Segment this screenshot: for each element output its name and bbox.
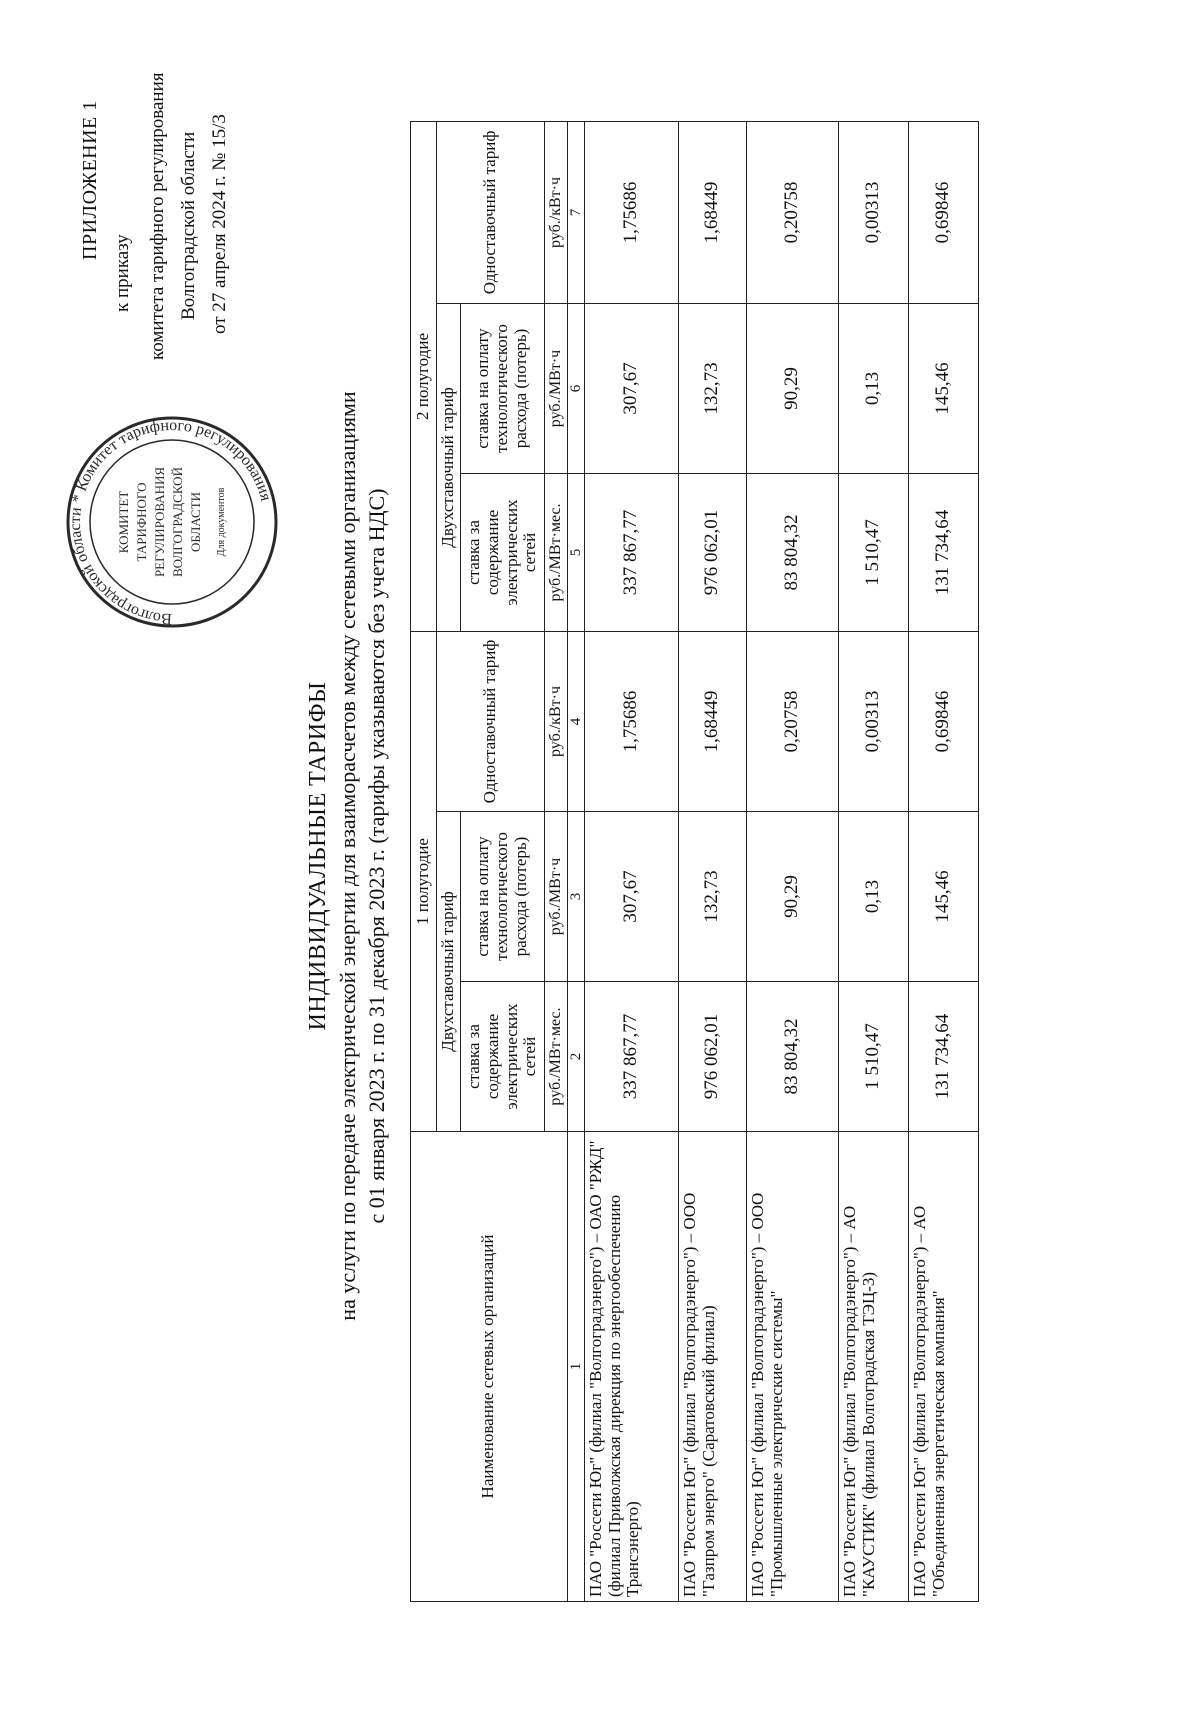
cell-single-1: 1,75686 <box>585 631 679 811</box>
header-single-1: Одноставочный тариф <box>437 631 545 811</box>
cell-single-2: 0,00313 <box>839 121 909 303</box>
header-single-2: Одноставочный тариф <box>437 121 545 303</box>
col-index: 5 <box>567 473 585 631</box>
unit-single-2: руб./кВт·ч <box>545 121 568 303</box>
cell-rate-loss-1: 132,73 <box>679 812 747 982</box>
cell-rate-maint-2: 131 734,64 <box>909 473 979 631</box>
org-name: ПАО "Россети Юг" (филиал "Волгоградэнерго") – ООО "Газпром энерго" (Саратовский филиал) <box>679 1132 747 1602</box>
table-row <box>585 121 679 1601</box>
cell-rate-loss-2: 132,73 <box>679 303 747 473</box>
official-seal-stamp <box>62 412 282 632</box>
cell-rate-maint-1: 337 867,77 <box>585 982 679 1132</box>
unit-loss-1: руб./МВт·ч <box>545 812 568 982</box>
header-org-name: Наименование сетевых организаций <box>411 1132 568 1602</box>
appendix-line-2: к приказу <box>112 234 133 312</box>
seal-line-5: ОБЛАСТИ <box>188 491 203 553</box>
col-index: 3 <box>567 812 585 982</box>
appendix-committee: комитета тарифного регулирования <box>147 72 168 360</box>
cell-rate-loss-2: 0,13 <box>839 303 909 473</box>
cell-single-2: 1,75686 <box>585 121 679 303</box>
org-name: ПАО "Россети Юг" (филиал "Волгоградэнерго") – АО "Объединенная энергетическая компания" <box>909 1132 979 1602</box>
appendix-order-date: от 27 апреля 2024 г. № 15/3 <box>209 114 230 334</box>
cell-rate-maint-2: 1 510,47 <box>839 473 909 631</box>
col-index: 4 <box>567 631 585 811</box>
cell-single-1: 0,00313 <box>839 631 909 811</box>
cell-rate-maint-2: 976 062,01 <box>679 473 747 631</box>
cell-single-1: 0,20758 <box>747 631 839 811</box>
cell-rate-loss-2: 307,67 <box>585 303 679 473</box>
seal-line-2: ТАРИФНОГО <box>134 482 149 562</box>
header-rate-maint-1: ставка за содержание электрических сетей <box>461 982 545 1132</box>
cell-rate-loss-2: 145,46 <box>909 303 979 473</box>
header-half-1: 1 полугодие <box>411 631 437 1131</box>
org-name: ПАО "Россети Юг" (филиал "Волгоградэнерго") – ОАО "РЖД" (филиал Приволжская дирекция по энергообеспечению Трансэнерго) <box>585 1132 679 1602</box>
cell-single-1: 0,69846 <box>909 631 979 811</box>
col-index: 6 <box>567 303 585 473</box>
col-index: 2 <box>567 982 585 1132</box>
tariffs-table <box>410 121 979 1602</box>
header-rate-maint-2: ставка за содержание электрических сетей <box>461 473 545 631</box>
table-row <box>747 121 839 1601</box>
seal-line-4: ВОЛГОГРАДСКОЙ <box>170 467 185 577</box>
cell-rate-maint-1: 83 804,32 <box>747 982 839 1132</box>
cell-rate-maint-2: 83 804,32 <box>747 473 839 631</box>
unit-single-1: руб./кВт·ч <box>545 631 568 811</box>
cell-single-2: 0,20758 <box>747 121 839 303</box>
org-name: ПАО "Россети Юг" (филиал "Волгоградэнерго") – АО "КАУСТИК" (филиал Волгоградская ТЭЦ-3) <box>839 1132 909 1602</box>
header-rate-loss-2: ставка на оплату технологического расхода (потерь) <box>461 303 545 473</box>
document-subtitle: на услуги по передаче электрической энергии для взаиморасчетов между сетевыми организациями <box>335 391 360 1321</box>
unit-loss-2: руб./МВт·ч <box>545 303 568 473</box>
cell-rate-maint-1: 1 510,47 <box>839 982 909 1132</box>
cell-rate-loss-1: 90,29 <box>747 812 839 982</box>
appendix-to-order <box>112 200 134 312</box>
cell-rate-maint-1: 976 062,01 <box>679 982 747 1132</box>
unit-maint-2: руб./МВт·мес. <box>545 473 568 631</box>
col-index: 7 <box>567 121 585 303</box>
header-two-part-2: Двухставочный тариф <box>437 303 461 631</box>
cell-rate-maint-1: 131 734,64 <box>909 982 979 1132</box>
cell-rate-loss-1: 145,46 <box>909 812 979 982</box>
appendix-label: ПРИЛОЖЕНИЕ 1 <box>79 100 101 260</box>
header-two-part-1: Двухставочный тариф <box>437 812 461 1132</box>
header-half-2: 2 полугодие <box>411 121 437 631</box>
header-rate-loss-1: ставка на оплату технологического расхода (потерь) <box>461 812 545 982</box>
cell-single-2: 1,68449 <box>679 121 747 303</box>
table-row <box>839 121 909 1601</box>
cell-single-1: 1,68449 <box>679 631 747 811</box>
cell-rate-maint-2: 337 867,77 <box>585 473 679 631</box>
cell-rate-loss-2: 90,29 <box>747 303 839 473</box>
cell-single-2: 0,69846 <box>909 121 979 303</box>
document-period: с 01 января 2023 г. по 31 декабря 2023 г. (тарифы указываются без учета НДС) <box>364 488 389 1224</box>
table-row <box>909 121 979 1601</box>
org-name: ПАО "Россети Юг" (филиал "Волгоградэнерго") – ООО "Промышленные электрические системы" <box>747 1132 839 1602</box>
unit-maint-1: руб./МВт·мес. <box>545 982 568 1132</box>
col-index: 1 <box>567 1132 585 1602</box>
seal-line-3: РЕГУЛИРОВАНИЯ <box>152 466 167 578</box>
seal-line-1: КОМИТЕТ <box>116 490 131 554</box>
appendix-region: Волгоградской области <box>178 131 199 320</box>
cell-rate-loss-1: 0,13 <box>839 812 909 982</box>
document-title: ИНДИВИДУАЛЬНЫЕ ТАРИФЫ <box>305 681 331 1031</box>
table-row <box>679 121 747 1601</box>
seal-line-6: Для документов <box>216 487 227 557</box>
cell-rate-loss-1: 307,67 <box>585 812 679 982</box>
seal-outer-text: Волгоградской области * Комитет тарифного регулирования <box>66 416 275 628</box>
